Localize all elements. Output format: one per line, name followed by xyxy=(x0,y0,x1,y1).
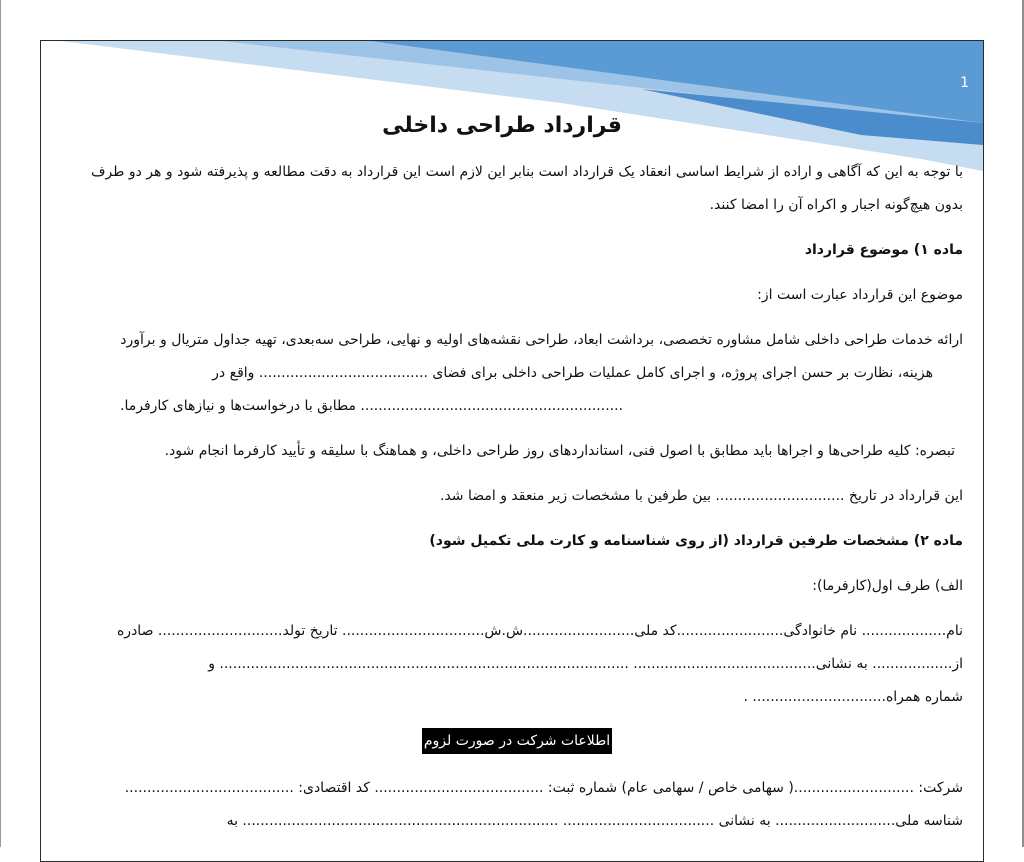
document-page xyxy=(40,40,984,862)
party-a-line: نام................... نام خانوادگی........................کد ملی.........................ش.ش................................ تاریخ تولد............................ صادره xyxy=(116,623,963,639)
page-number: 1 xyxy=(960,75,969,91)
contract-date-line: این قرارداد در تاریخ ............................. بین طرفین با مشخصات زیر منعقد و امضا شد. xyxy=(440,488,963,504)
service-line: هزینه، نظارت بر حسن اجرای پروژه، و اجرای کامل عملیات طراحی داخلی برای فضای ...................................... واقع در xyxy=(212,365,933,381)
intro-line: بدون هیچ‌گونه اجبار و اکراه آن را امضا کنند. xyxy=(709,197,963,213)
document-title: قرارداد طراحی داخلی xyxy=(382,113,622,138)
company-line: شرکت: ...........................( سهامی خاص / سهامی عام) شماره ثبت: ...................................... کد اقتصادی: ...................................... xyxy=(124,780,963,796)
subject-intro: موضوع این قرارداد عبارت است از: xyxy=(757,287,963,303)
company-info-badge: اطلاعات شرکت در صورت لزوم xyxy=(422,728,612,754)
service-line: ........................................................... مطابق با درخواست‌ها و نیازهای کارفرما. xyxy=(120,398,623,414)
article1-heading: ماده ۱) موضوع قرارداد xyxy=(804,242,963,258)
intro-line: با توجه به این که آگاهی و اراده از شرایط اساسی انعقاد یک قرارداد است بنابر این لازم است این قرارداد به دقت مطالعه و پذیرفته شود و هر دو طرف xyxy=(91,164,963,180)
party-a-label: الف) طرف اول(کارفرما): xyxy=(812,578,963,594)
company-section-badge-row xyxy=(71,728,963,760)
note-line: تبصره: کلیه طراحی‌ها و اجراها باید مطابق با اصول فنی، استانداردهای روز طراحی داخلی، و هماهنگ با سلیقه و تأیید کارفرما انجام شود. xyxy=(164,443,955,459)
viewer-left-edge xyxy=(0,0,1,847)
party-a-line: شماره همراه.............................. . xyxy=(743,689,963,705)
party-a-line: از.................. به نشانی......................................... ............................................................................................ و xyxy=(208,656,963,672)
service-line: ارائه خدمات طراحی داخلی شامل مشاوره تخصصی، برداشت ابعاد، طراحی نقشه‌های اولیه و نهایی، طراحی سه‌بعدی، تهیه جداول متریال و برآورد xyxy=(120,332,963,348)
article2-heading: ماده ۲) مشخصات طرفین قرارداد (از روی شناسنامه و کارت ملی تکمیل شود) xyxy=(429,533,963,549)
document-body xyxy=(71,109,963,838)
company-line: شناسه ملی........................... به نشانی .................................. ....................................................................... به xyxy=(226,813,963,829)
